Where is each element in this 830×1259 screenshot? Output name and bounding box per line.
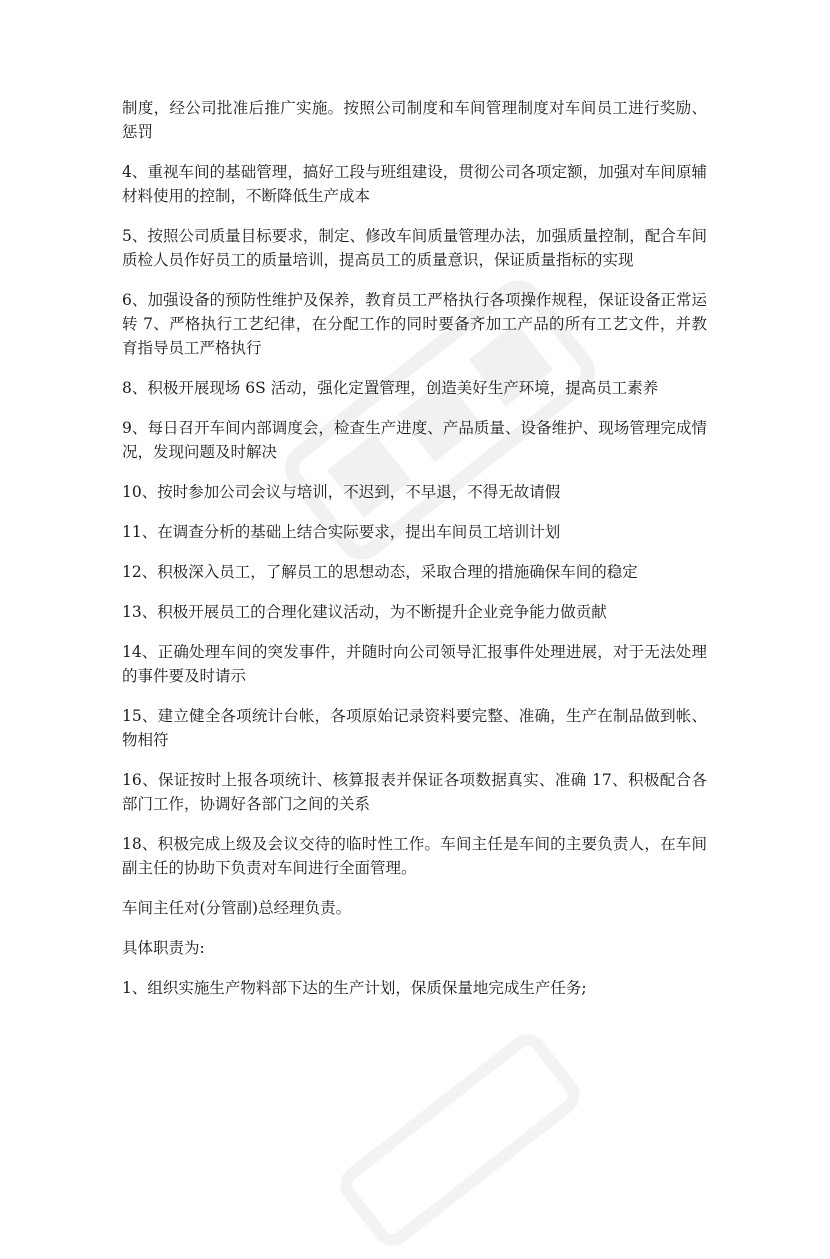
paragraph: 12、积极深入员工，了解员工的思想动态，采取合理的措施确保车间的稳定	[122, 563, 638, 581]
paragraph: 1、组织实施生产物料部下达的生产计划，保质保量地完成生产任务;	[122, 979, 587, 997]
paragraph: 车间主任对(分管副)总经理负责。	[122, 899, 352, 917]
paragraph: 6、加强设备的预防性维护及保养，教育员工严格执行各项操作规程，保证设备正常运转 7、严格执行工艺纪律，在分配工作的同时要备齐加工产品的所有工艺文件，并教育指导员工严格执行	[122, 291, 707, 357]
paragraph: 10、按时参加公司会议与培训，不迟到，不早退，不得无故请假	[122, 483, 561, 501]
paragraph: 8、积极开展现场 6S 活动，强化定置管理，创造美好生产环境，提高员工素养	[122, 379, 659, 397]
paragraph: 4、重视车间的基础管理，搞好工段与班组建设，贯彻公司各项定额，加强对车间原辅材料使用的控制，不断降低生产成本	[122, 163, 707, 205]
watermark-stamp-icon-bottom	[327, 1021, 593, 1259]
paragraph: 13、积极开展员工的合理化建议活动，为不断提升企业竞争能力做贡献	[122, 603, 607, 621]
paragraph: 5、按照公司质量目标要求，制定、修改车间质量管理办法，加强质量控制，配合车间质检人员作好员工的质量培训，提高员工的质量意识，保证质量指标的实现	[122, 227, 707, 269]
document-body	[122, 96, 707, 1016]
paragraph: 制度，经公司批准后推广实施。按照公司制度和车间管理制度对车间员工进行奖励、惩罚	[122, 99, 707, 141]
paragraph: 11、在调查分析的基础上结合实际要求，提出车间员工培训计划	[122, 523, 561, 541]
paragraph: 9、每日召开车间内部调度会，检查生产进度、产品质量、设备维护、现场管理完成情况，发现问题及时解决	[122, 419, 707, 461]
paragraph: 具体职责为:	[122, 939, 205, 957]
paragraph: 14、正确处理车间的突发事件，并随时向公司领导汇报事件处理进展，对于无法处理的事件要及时请示	[122, 643, 707, 685]
paragraph: 15、建立健全各项统计台帐，各项原始记录资料要完整、准确，生产在制品做到帐、物相符	[122, 707, 707, 749]
paragraph: 16、保证按时上报各项统计、核算报表并保证各项数据真实、准确 17、积极配合各部门工作，协调好各部门之间的关系	[122, 771, 707, 813]
paragraph: 18、积极完成上级及会议交待的临时性工作。车间主任是车间的主要负责人，在车间副主任的协助下负责对车间进行全面管理。	[122, 835, 707, 877]
